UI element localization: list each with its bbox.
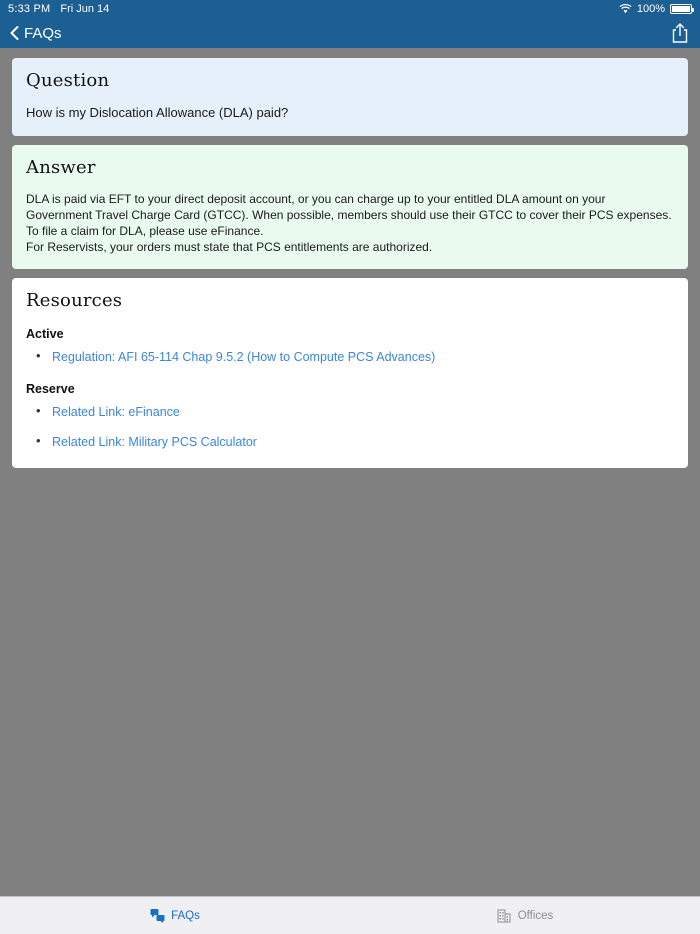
tab-faqs[interactable]	[0, 897, 350, 934]
back-button[interactable]	[10, 25, 62, 42]
resources-group-label-active: Active	[26, 327, 64, 342]
resource-link[interactable]: Regulation: AFI 65-114 Chap 9.5.2 (How to Compute PCS Advances)	[52, 350, 436, 365]
question-text: How is my Dislocation Allowance (DLA) paid?	[26, 105, 289, 120]
chevron-left-icon	[10, 26, 19, 40]
navigation-bar	[0, 18, 700, 48]
wifi-icon	[619, 4, 632, 14]
status-time: 5:33 PM	[8, 3, 51, 15]
resource-link[interactable]: Related Link: Military PCS Calculator	[52, 434, 257, 449]
resources-card	[12, 278, 688, 468]
question-card	[12, 58, 688, 136]
status-bar	[0, 0, 700, 18]
battery-percent: 100%	[636, 3, 665, 15]
tab-bar	[0, 896, 700, 934]
resources-heading: Resources	[26, 290, 123, 312]
battery-icon	[670, 4, 692, 14]
answer-card	[12, 145, 688, 270]
resources-group-label-reserve: Reserve	[26, 381, 75, 396]
question-heading: Question	[26, 70, 110, 91]
answer-line: For Reservists, your orders must state that PCS entitlements are authorized.	[26, 240, 433, 255]
answer-line: DLA is paid via EFT to your direct deposit account, or you can charge up to your entitled DLA amount on your Government Travel Charge Card (GTCC). When possible, members should use their GTCC to cover their PCS expenses.	[26, 191, 672, 222]
list-item	[34, 349, 674, 365]
content-area	[0, 48, 700, 896]
tab-faqs-label: FAQs	[171, 909, 200, 922]
faqs-icon	[150, 908, 165, 923]
answer-line: To file a claim for DLA, please use eFinance.	[26, 223, 264, 238]
offices-icon	[497, 908, 512, 923]
resource-link[interactable]: Related Link: eFinance	[52, 404, 180, 419]
resources-list-active	[34, 349, 674, 365]
back-button-label: FAQs	[24, 24, 62, 42]
answer-heading: Answer	[26, 156, 96, 178]
resources-list-reserve	[34, 404, 674, 451]
answer-text	[26, 191, 674, 256]
list-item	[34, 434, 674, 450]
status-date: Fri Jun 14	[60, 3, 110, 15]
share-icon[interactable]	[670, 22, 690, 44]
tab-offices[interactable]	[350, 897, 700, 934]
list-item	[34, 404, 674, 420]
status-indicators	[619, 3, 692, 15]
tab-offices-label: Offices	[517, 909, 554, 922]
